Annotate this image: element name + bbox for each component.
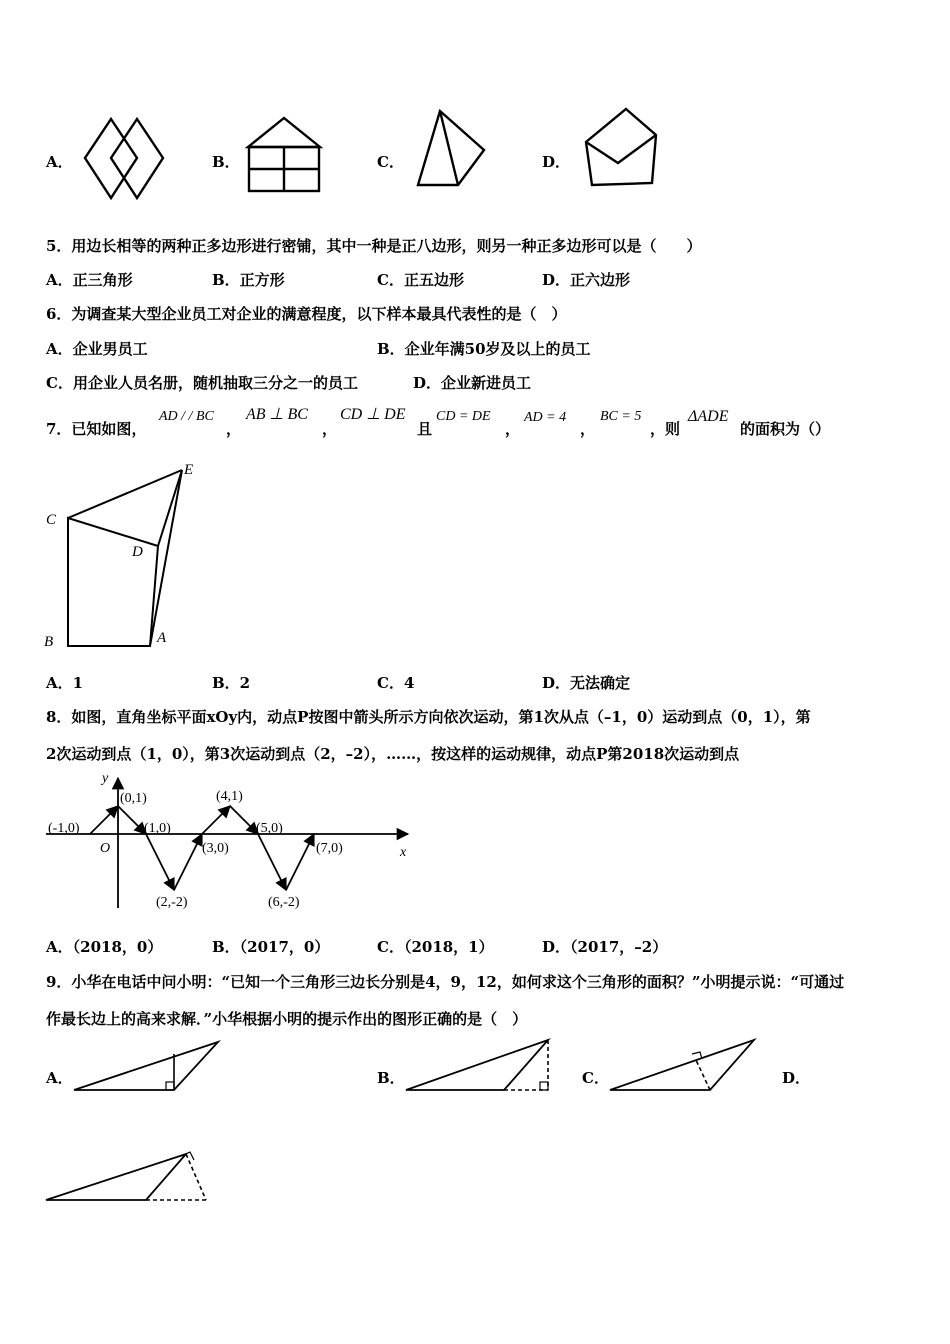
q8-x-label: x: [400, 845, 407, 860]
q7-prefix: 7．已知如图，: [46, 420, 147, 438]
q7-cond-cd-perp-de: CD ⊥ DE: [340, 406, 406, 423]
q4-figure-a: [84, 118, 164, 200]
q7-option-b: B．2: [212, 674, 251, 692]
q9-option-a-label: A．: [46, 1069, 73, 1087]
q9-line2: 作最长边上的高来求解．”小华根据小明的提示作出的图形正确的是（ ）: [46, 1010, 528, 1028]
q7-label-d: D: [132, 544, 143, 560]
q5-option-d: D．正六边形: [542, 271, 631, 289]
q7-target: ΔADE: [688, 408, 729, 425]
q7-suffix: 的面积为（）: [740, 420, 831, 438]
q8-label-5-0: (5,0): [256, 821, 283, 836]
q9-figure-a: [72, 1038, 222, 1094]
q7-cond-ad-eq-4: AD = 4: [524, 410, 567, 425]
q8-line1: 8．如图，直角坐标平面xOy内，动点P按图中箭头所示方向依次运动，第1次从点（–1，0）运动到点（0，1），第: [46, 708, 811, 726]
q7-comma-4: ，: [580, 420, 596, 438]
q4-figure-b: [246, 117, 322, 195]
q9-line1: 9．小华在电话中问小明：“已知一个三角形三边长分别是4，9，12，如何求这个三角形的面积？”小明提示说：“可通过: [46, 973, 845, 991]
q9-figure-b: [404, 1038, 554, 1094]
q4-option-a-label: A．: [46, 153, 73, 171]
q9-option-b-label: B．: [377, 1069, 405, 1087]
q7-cond-cd-eq-de: CD = DE: [436, 409, 491, 424]
q8-label-6-m2: (6,-2): [268, 895, 300, 910]
q8-figure: [44, 770, 414, 912]
q8-label-m1-0: (-1,0): [48, 821, 80, 836]
q7-figure: [40, 458, 210, 658]
q8-option-b: B．（2017，0）: [212, 938, 330, 956]
q4-figure-d: [584, 107, 660, 189]
q8-option-d: D．（2017，–2）: [542, 938, 668, 956]
q9-figure-d: [44, 1150, 214, 1206]
q6-option-a: A．企业男员工: [46, 340, 148, 358]
q7-and: 且: [417, 420, 433, 438]
q7-comma-2: ，: [322, 420, 338, 438]
q5-option-a: A．正三角形: [46, 271, 133, 289]
q8-label-3-0: (3,0): [202, 841, 229, 856]
q7-option-c: C．4: [377, 674, 415, 692]
q8-label-0-1: (0,1): [120, 791, 147, 806]
q5-option-b: B．正方形: [212, 271, 285, 289]
q8-option-a: A．（2018，0）: [46, 938, 163, 956]
q8-label-7-0: (7,0): [316, 841, 343, 856]
q7-option-a: A．1: [46, 674, 84, 692]
q4-option-c-label: C．: [377, 153, 404, 171]
q8-origin-label: O: [100, 841, 111, 856]
q7-cond-bc-eq-5: BC = 5: [600, 409, 642, 424]
q8-label-4-1: (4,1): [216, 789, 243, 804]
q7-label-b: B: [44, 634, 54, 650]
q7-label-e: E: [184, 462, 194, 478]
q8-label-2-m2: (2,-2): [156, 895, 188, 910]
q7-cond-parallel: AD / / BC: [159, 409, 214, 424]
q7-comma-1: ，: [226, 420, 242, 438]
q6-option-b: B．企业年满50岁及以上的员工: [377, 340, 591, 358]
q7-cond-ab-perp-bc: AB ⊥ BC: [246, 406, 308, 423]
q7-option-d: D．无法确定: [542, 674, 631, 692]
q7-then: ，则: [650, 420, 681, 438]
q6-option-d: D．企业新进员工: [413, 374, 532, 392]
q8-line2: 2次运动到点（1，0），第3次运动到点（2，–2），……，按这样的运动规律，动点P第2018次运动到点: [46, 745, 740, 763]
q6-option-c: C．用企业人员名册，随机抽取三分之一的员工: [46, 374, 358, 392]
q9-option-c-label: C．: [582, 1069, 609, 1087]
q4-option-b-label: B．: [212, 153, 240, 171]
q8-label-1-0: (1,0): [144, 821, 171, 836]
q7-comma-3: ，: [505, 420, 521, 438]
q7-label-a: A: [157, 630, 167, 646]
q8-y-label: y: [102, 771, 109, 786]
q7-label-c: C: [46, 512, 57, 528]
q8-option-c: C．（2018，1）: [377, 938, 494, 956]
q6-stem: 6．为调查某大型企业员工对企业的满意程度，以下样本最具代表性的是（ ）: [46, 305, 567, 323]
q5-stem: 5．用边长相等的两种正多边形进行密铺，其中一种是正八边形，则另一种正多边形可以是（ ）: [46, 237, 702, 255]
q4-option-d-label: D．: [542, 153, 571, 171]
q9-figure-c: [608, 1038, 758, 1094]
q4-figure-c: [414, 110, 486, 190]
q5-option-c: C．正五边形: [377, 271, 464, 289]
q9-option-d-label: D．: [782, 1069, 811, 1087]
